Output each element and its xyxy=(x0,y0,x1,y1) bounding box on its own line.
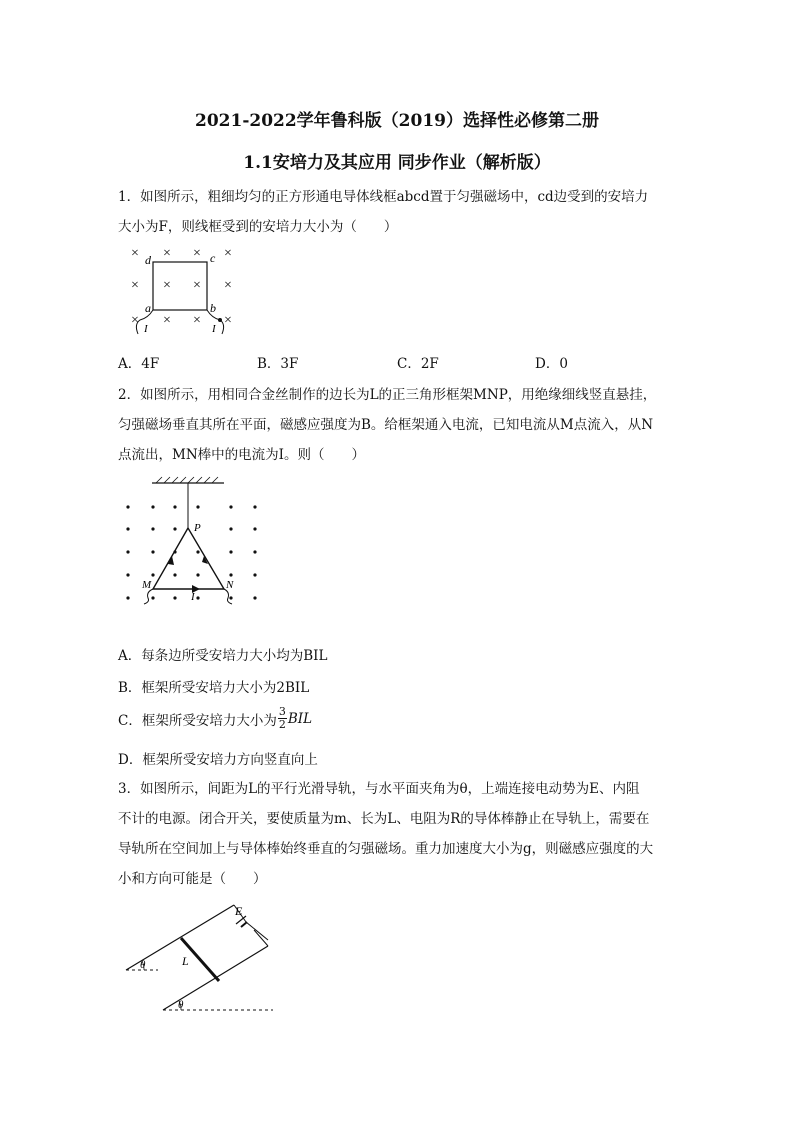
label-p: P xyxy=(194,522,201,534)
q2-option-a[interactable]: A．每条边所受安培力大小均为BIL xyxy=(118,648,328,664)
cross-mark: × xyxy=(131,278,139,293)
fraction xyxy=(278,706,287,731)
fraction-denominator: 2 xyxy=(278,718,286,731)
label-i: I xyxy=(191,591,195,603)
cross-mark: × xyxy=(193,313,201,328)
q1-text-line-2: 大小为F，则线框受到的安培力大小为（ ） xyxy=(118,219,398,235)
q1-figure xyxy=(126,240,246,340)
cross-mark: × xyxy=(224,313,232,328)
battery-plate-short xyxy=(241,922,247,927)
q2-text-line-3: 点流出，MN棒中的电流为I。则（ ） xyxy=(118,447,365,463)
cross-mark: × xyxy=(193,246,201,261)
q3-figure xyxy=(118,900,288,1020)
cross-mark: × xyxy=(193,278,201,293)
q1-text-line-1: 1．如图所示，粗细均匀的正方形通电导体线框abcd置于匀强磁场中，cd边受到的安培力 xyxy=(118,189,649,205)
cross-mark: × xyxy=(224,246,232,261)
current-label-left: I xyxy=(144,323,148,335)
label-l: L xyxy=(182,954,189,968)
current-label-right: I xyxy=(212,323,216,335)
q3-text-line-3: 导轨所在空间加上与导体棒始终垂直的匀强磁场。重力加速度大小为g，则磁感应强度的大 xyxy=(118,841,654,857)
label-b: b xyxy=(210,301,216,315)
q1-option-a[interactable]: A．4F xyxy=(118,356,160,372)
title-line-2: 1.1安培力及其应用 同步作业（解析版） xyxy=(243,153,551,173)
q2-text-line-1: 2．如图所示，用相同合金丝制作的边长为L的正三角形框架MNP，用绝缘细线竖直悬挂， xyxy=(118,387,657,403)
q1-option-d[interactable]: D．0 xyxy=(535,356,568,372)
q3-text-line-2: 不计的电源。闭合开关，要使质量为m、长为L、电阻为R的导体棒静止在导轨上，需要在 xyxy=(118,811,650,827)
triangle-frame xyxy=(153,528,224,589)
q2-option-c-suffix: BIL xyxy=(287,710,313,727)
cross-mark: × xyxy=(131,313,139,328)
title-line-1: 2021-2022学年鲁科版（2019）选择性必修第二册 xyxy=(195,111,599,131)
q2-option-c-prefix: C．框架所受安培力大小为 xyxy=(118,712,277,729)
q2-option-d[interactable]: D．框架所受安培力方向竖直向上 xyxy=(118,752,318,768)
cross-mark: × xyxy=(163,313,171,328)
angle-theta-1: θ xyxy=(140,959,146,971)
q2-option-b[interactable]: B．框架所受安培力大小为2BIL xyxy=(118,680,310,696)
label-c: c xyxy=(210,251,216,265)
label-m: M xyxy=(142,579,152,591)
label-a: a xyxy=(145,301,151,315)
q3-text-line-4: 小和方向可能是（ ） xyxy=(118,871,267,887)
label-d: d xyxy=(145,253,151,267)
q2-figure xyxy=(118,476,268,616)
angle-theta-2: θ xyxy=(178,999,184,1011)
q2-option-c[interactable] xyxy=(118,706,312,731)
lead-wire-m xyxy=(144,589,153,604)
q3-text-line-1: 3．如图所示，间距为L的平行光滑导轨，与水平面夹角为θ，上端连接电动势为E、内阻 xyxy=(118,781,640,797)
label-e: E xyxy=(235,904,243,918)
cross-mark: × xyxy=(163,246,171,261)
fraction-numerator: 3 xyxy=(278,705,286,718)
cross-mark: × xyxy=(131,246,139,261)
cross-mark: × xyxy=(163,278,171,293)
q1-option-c[interactable]: C．2F xyxy=(397,356,439,372)
q1-option-b[interactable]: B．3F xyxy=(257,356,299,372)
label-n: N xyxy=(226,579,234,591)
q2-text-line-2: 匀强磁场垂直其所在平面，磁感应强度为B。给框架通入电流，已知电流从M点流入，从N xyxy=(118,417,654,433)
cross-mark: × xyxy=(224,278,232,293)
